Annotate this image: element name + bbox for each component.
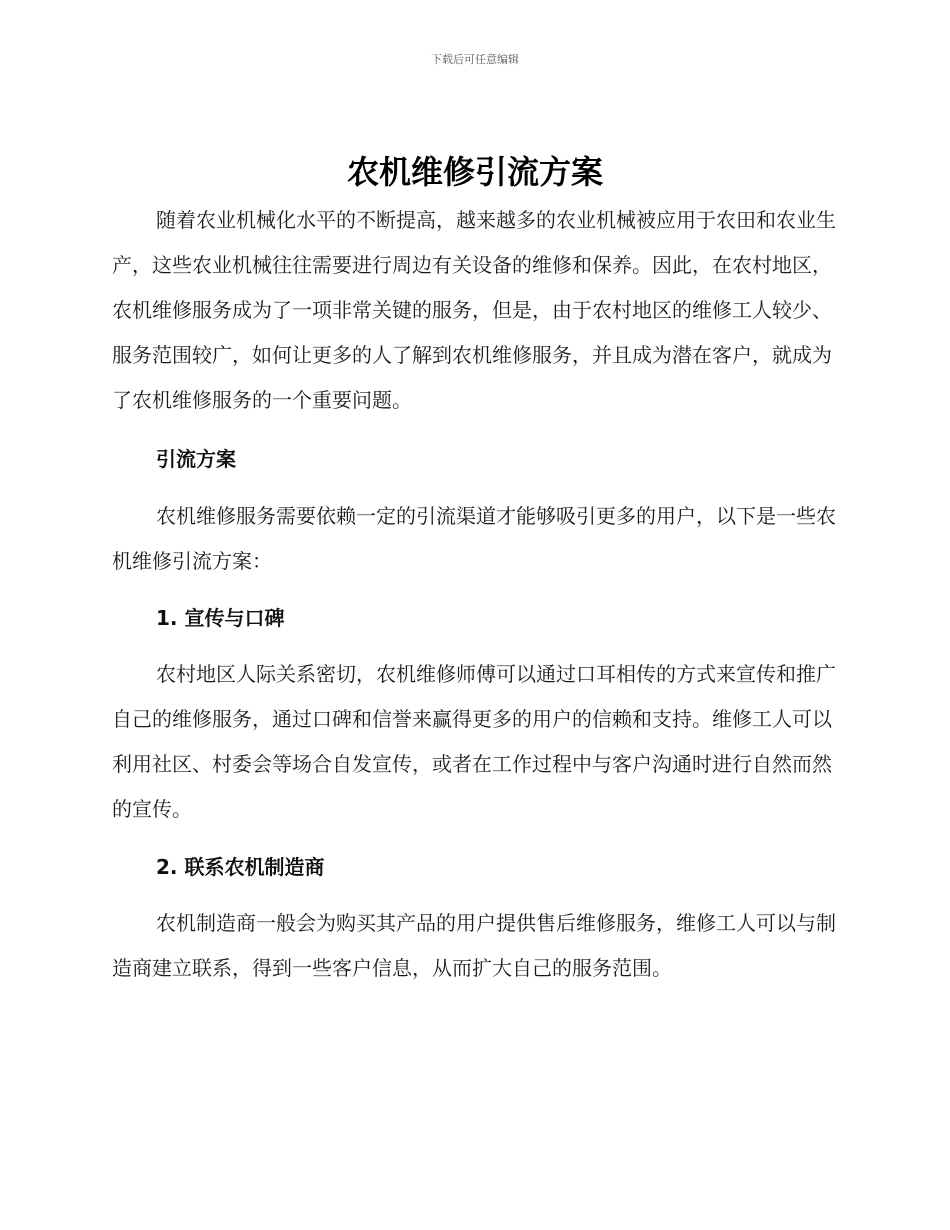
intro-paragraph-block	[112, 198, 838, 423]
section-heading: 引流方案	[156, 447, 236, 471]
item-body-2-block	[112, 901, 838, 991]
item-body-1-block	[112, 652, 838, 832]
item-paragraph-2: 农机制造商一般会为购买其产品的用户提供售后维修服务，维修工人可以与制造商建立联系，得到一些客户信息，从而扩大自己的服务范围。	[112, 911, 836, 980]
item-heading-2: 2. 联系农机制造商	[156, 855, 325, 879]
document-title: 农机维修引流方案	[346, 153, 603, 191]
item-heading-1: 1. 宣传与口碑	[156, 606, 285, 630]
header-note: 下载后可任意编辑	[431, 53, 519, 66]
section-intro-block	[112, 494, 838, 584]
section-intro-paragraph: 农机维修服务需要依赖一定的引流渠道才能够吸引更多的用户，以下是一些农机维修引流方案：	[112, 504, 836, 573]
intro-paragraph: 随着农业机械化水平的不断提高，越来越多的农业机械被应用于农田和农业生产，这些农业机械往往需要进行周边有关设备的维修和保养。因此，在农村地区，农机维修服务成为了一项非常关键的服务，但是，由于农村地区的维修工人较少、服务范围较广，如何让更多的人了解到农机维修服务，并且成为潜在客户，就成为了农机维修服务的一个重要问题。	[112, 208, 836, 412]
item-paragraph-1: 农村地区人际关系密切，农机维修师傅可以通过口耳相传的方式来宣传和推广自己的维修服务，通过口碑和信誉来赢得更多的用户的信赖和支持。维修工人可以利用社区、村委会等场合自发宣传，或者在工作过程中与客户沟通时进行自然而然的宣传。	[112, 662, 836, 821]
